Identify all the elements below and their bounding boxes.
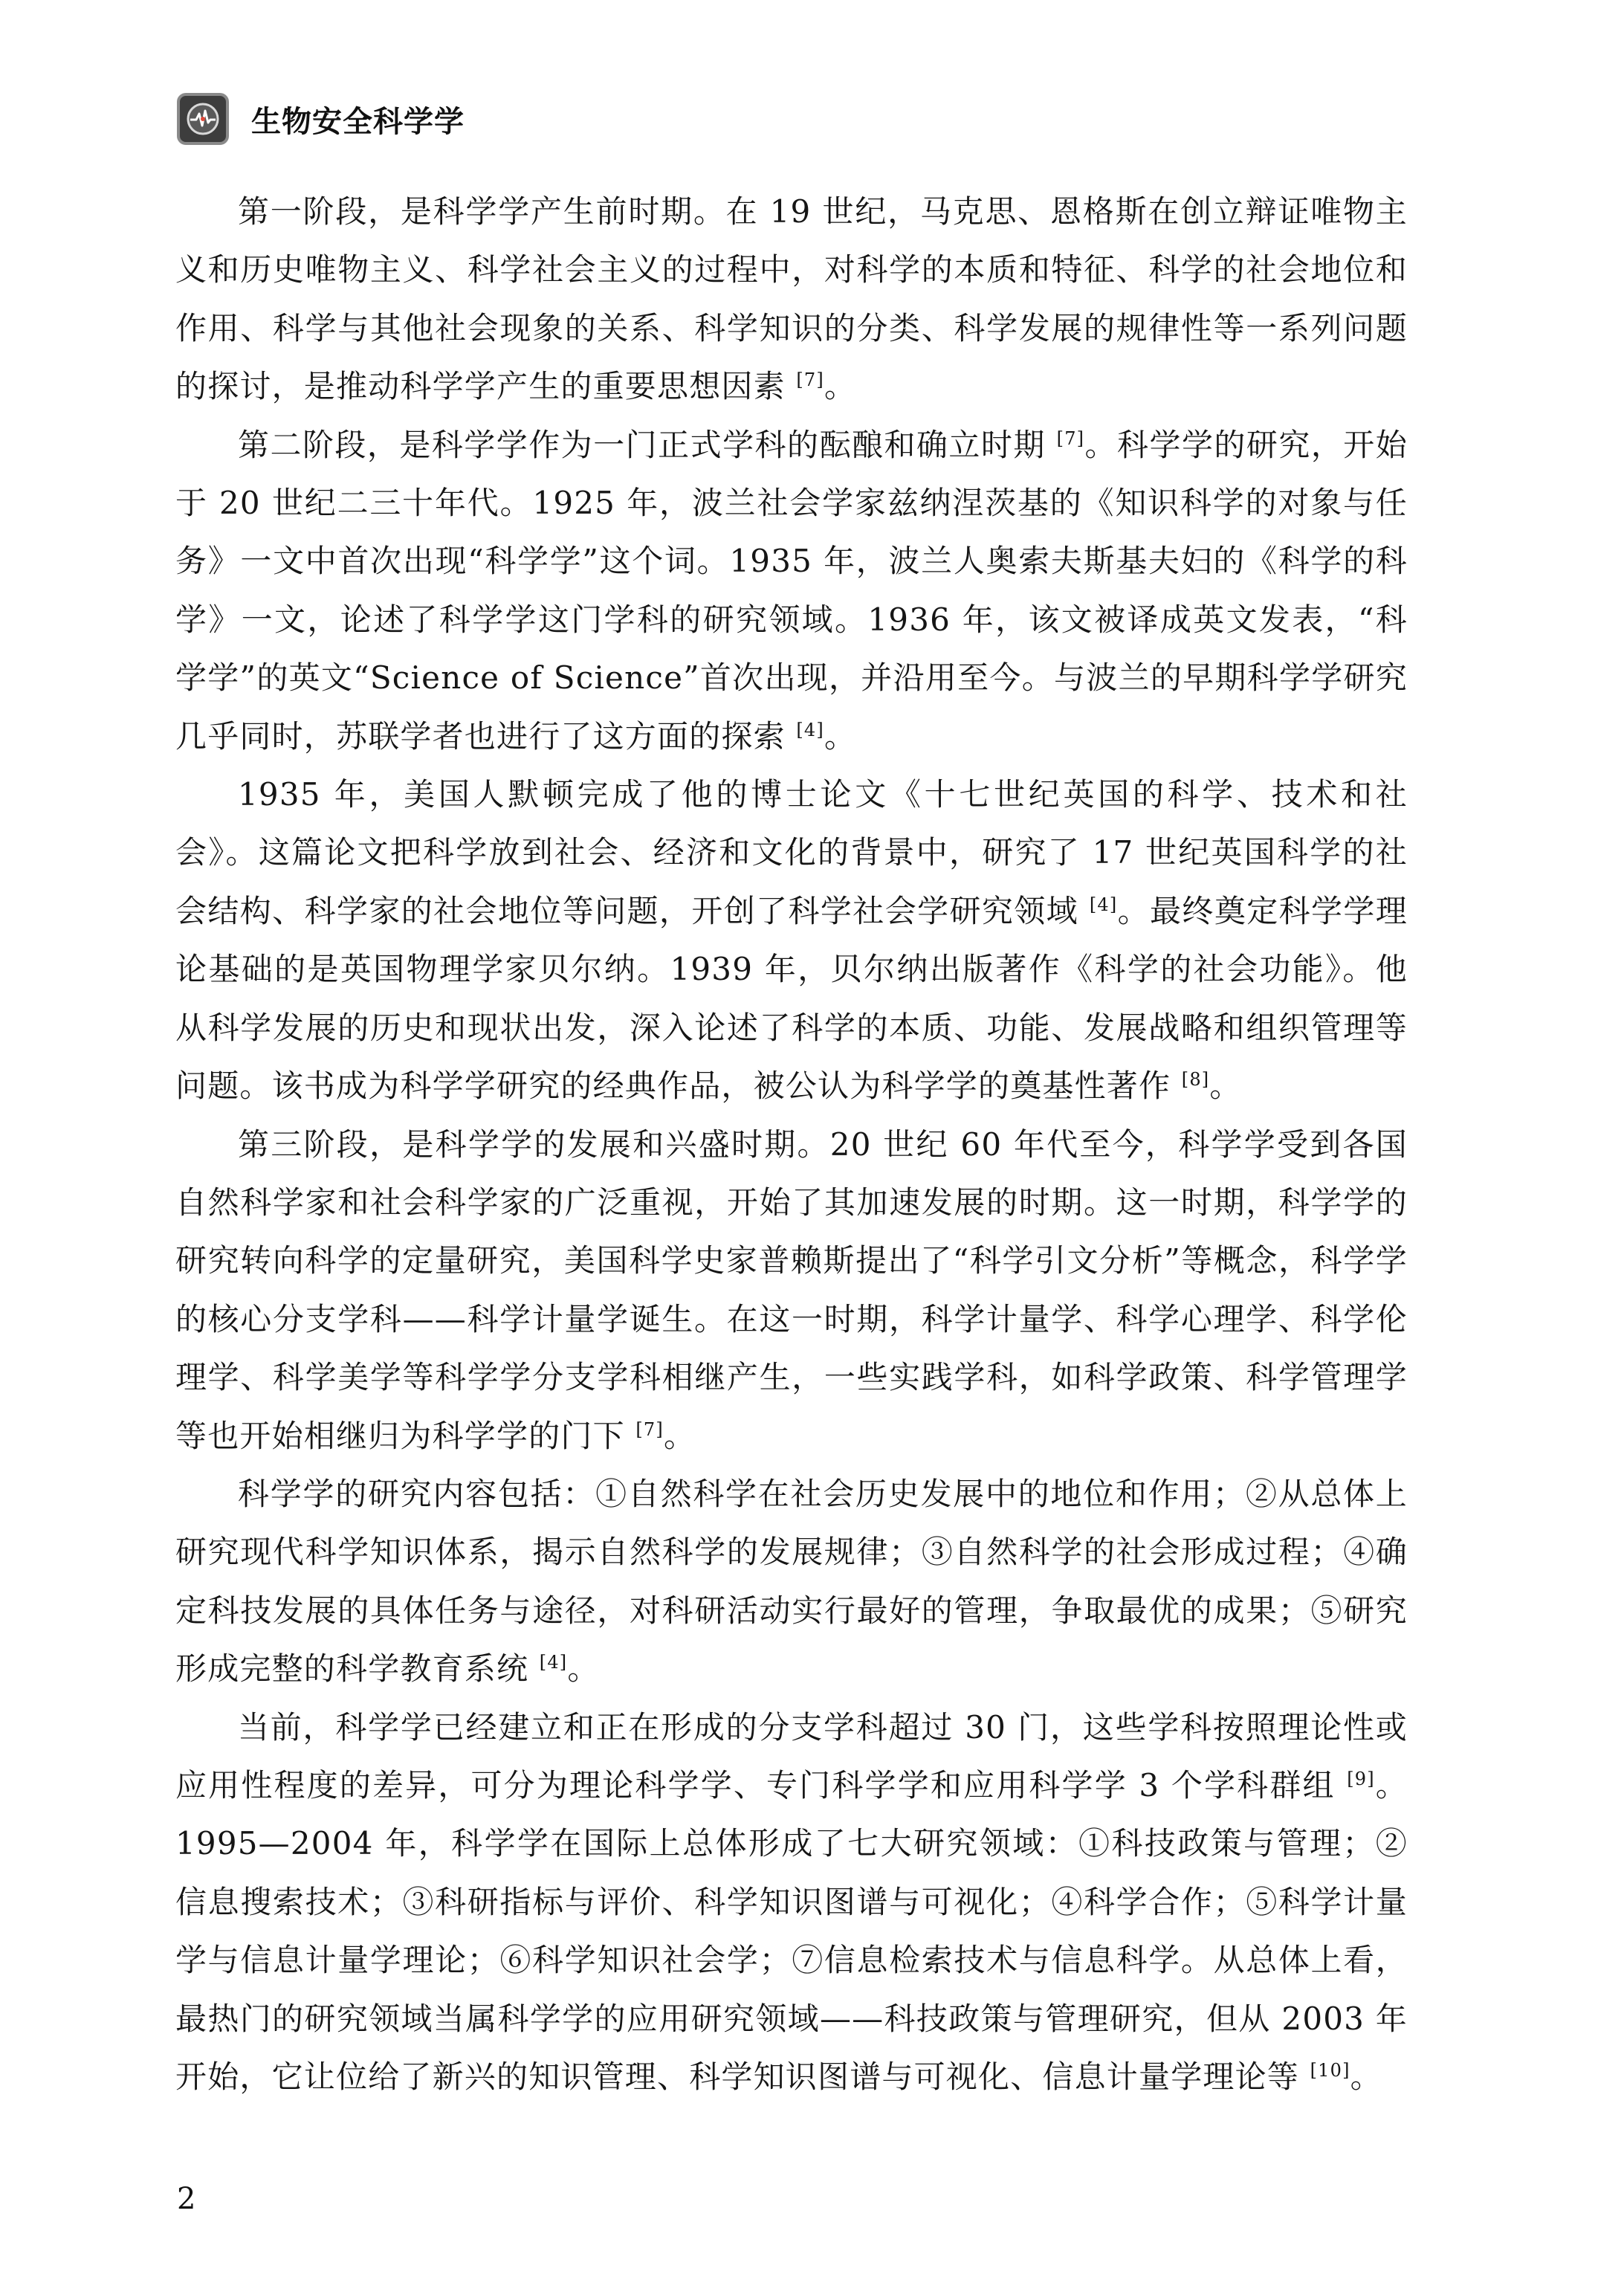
citation: [7] [1056, 427, 1085, 449]
citation: [8] [1181, 1069, 1210, 1091]
citation: [4] [796, 719, 824, 740]
paragraph-text: 。最终奠定科学学理论基础的是英国物理学家贝尔纳。1939 年，贝尔纳出版著作《科学的社会功能》。他从科学发展的历史和现状出发，深入论述了科学的本质、功能、发展战略和组织管理等问题。该书成为科学学研究的经典作品，被公认为科学学的奠基性著作 [175, 892, 1408, 1105]
paragraph-text: 第一阶段，是科学学产生前时期。在 19 世纪，马克思、恩格斯在创立辩证唯物主义和历史唯物主义、科学社会主义的过程中，对科学的本质和特征、科学的社会地位和作用、科学与其他社会现象的关系、科学知识的分类、科学发展的规律性等一系列问题的探讨，是推动科学学产生的重要思想因素 [175, 193, 1408, 405]
header-title: 生物安全科学学 [251, 104, 465, 139]
running-header [177, 89, 465, 149]
paragraph-stage-two [175, 416, 1408, 766]
paragraph-merton-bernal [175, 766, 1408, 1115]
paragraph-text: 第三阶段，是科学学的发展和兴盛时期。20 世纪 60 年代至今，科学学受到各国自然科学家和社会科学家的广泛重视，开始了其加速发展的时期。这一时期，科学学的研究转向科学的定量研究，美国科学史家普赖斯提出了“科学引文分析”等概念，科学学的核心分支学科——科学计量学诞生。在这一时期，科学计量学、科学心理学、科学伦理学、科学美学等科学学分支学科相继产生，一些实践学科，如科学政策、科学管理学等也开始相继归为科学学的门下 [175, 1126, 1408, 1454]
citation: [4] [1089, 894, 1118, 915]
paragraph-text: 第二阶段，是科学学作为一门正式学科的酝酿和确立时期 [238, 426, 1057, 463]
citation: [10] [1310, 2060, 1350, 2081]
paragraph-text: 。 [567, 1650, 600, 1688]
paragraph-text: 科学学的研究内容包括：①自然科学在社会历史发展中的地位和作用；②从总体上研究现代科学知识体系，揭示自然科学的发展规律；③自然科学的社会形成过程；④确定科技发展的具体任务与途径，对科研活动实行最好的管理，争取最优的成果；⑤研究形成完整的科学教育系统 [175, 1475, 1408, 1688]
citation: [7] [635, 1418, 664, 1440]
paragraph-text: 1935 年，美国人默顿完成了他的博士论文《十七世纪英国的科学、技术和社会》。这篇论文把科学放到社会、经济和文化的背景中，研究了 17 世纪英国科学的社会结构、科学家的社会地位等问题，开创了科学社会学研究领域 [175, 776, 1408, 929]
paragraph-text: 当前，科学学已经建立和正在形成的分支学科超过 30 门，这些学科按照理论性或应用性程度的差异，可分为理论科学学、专门科学学和应用科学学 3 个学科群组 [175, 1708, 1408, 1804]
paragraph-text: 。 [824, 717, 857, 755]
citation: [7] [796, 369, 824, 391]
body-text [175, 183, 1408, 2106]
paragraph-research-content [175, 1465, 1408, 1699]
biosafety-logo-icon [177, 93, 229, 145]
citation: [9] [1347, 1768, 1375, 1789]
citation: [4] [539, 1652, 568, 1673]
paragraph-stage-three [175, 1116, 1408, 1465]
paragraph-current-state [175, 1699, 1408, 2107]
paragraph-text: 。 [1209, 1068, 1242, 1105]
paragraph-text: 。 [663, 1417, 696, 1454]
paragraph-text: 。 [1350, 2058, 1382, 2095]
paragraph-text: 。1995—2004 年，科学学在国际上总体形成了七大研究领域：①科技政策与管理；②信息搜索技术；③科研指标与评价、科学知识图谱与可视化；④科学合作；⑤科学计量学与信息计量学理论；⑥科学知识社会学；⑦信息检索技术与信息科学。从总体上看，最热门的研究领域当属科学学的应用研究领域——科技政策与管理研究，但从 2003 年开始，它让位给了新兴的知识管理、科学知识图谱与可视化、信息计量学理论等 [175, 1766, 1408, 2095]
paragraph-stage-one [175, 183, 1408, 416]
page-number: 2 [177, 2182, 196, 2216]
paragraph-text: 。 [824, 368, 857, 405]
paragraph-text: 。科学学的研究，开始于 20 世纪二三十年代。1925 年，波兰社会学家兹纳涅茨基的《知识科学的对象与任务》一文中首次出现“科学学”这个词。1935 年，波兰人奥索夫斯基夫妇的《科学的科学》一文，论述了科学学这门学科的研究领域。1936 年，该文被译成英文发表，“科学学”的英文“Science of Science”首次出现，并沿用至今。与波兰的早期科学学研究几乎同时，苏联学者也进行了这方面的探索 [175, 426, 1408, 755]
